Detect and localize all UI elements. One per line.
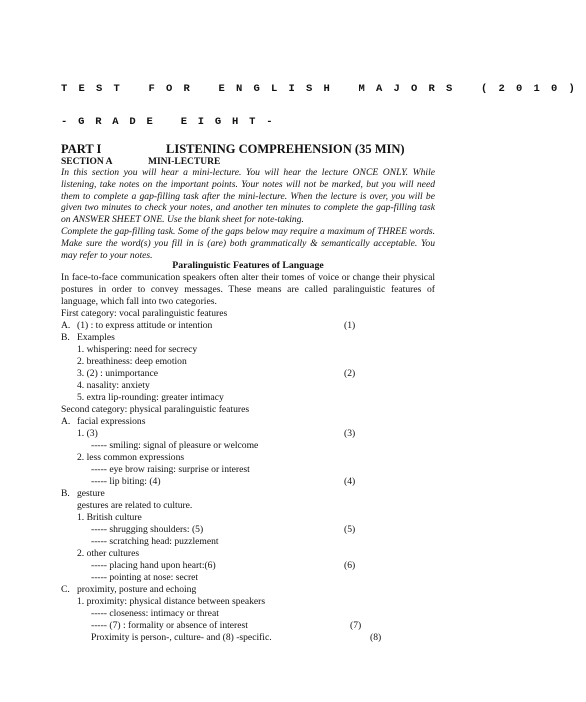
gap-number-1: (1)	[344, 320, 356, 331]
proximity-1c: Proximity is person-, culture- and (8) -specific.	[91, 632, 272, 643]
instructions-paragraph-1: In this section you will hear a mini-lecture. You will hear the lecture ONCE ONLY. While listening, take notes on the important points. Your notes will not be marked, but you will need them to complete a gap-filling task after the mini-lecture. When the lecture is over, you will be given two minutes to check your notes, and another ten minutes to complete the gap-filling task on ANSWER SHEET ONE. Use the blank sheet for note-taking.	[61, 167, 435, 226]
gesture-1a: ----- shrugging shoulders: (5)	[91, 524, 204, 535]
facial-2a: ----- eye brow raising: surprise or interest	[91, 464, 250, 475]
proximity-1a: ----- closeness: intimacy or threat	[91, 608, 219, 619]
gesture-1: 1. British culture	[77, 512, 142, 523]
item-gesture-text: gesture	[77, 488, 105, 499]
gesture-intro: gestures are related to culture.	[77, 500, 193, 511]
gap-number-7: (7)	[350, 620, 362, 631]
gesture-2a: ----- placing hand upon heart:(6)	[91, 560, 216, 571]
gap-number-4: (4)	[344, 476, 356, 487]
gap-number-8: (8)	[370, 632, 382, 643]
item-proximity-label: C.	[61, 584, 70, 595]
part-title: LISTENING COMPREHENSION (35 MIN)	[166, 142, 405, 156]
gesture-2: 2. other cultures	[77, 548, 140, 559]
item-proximity-text: proximity, posture and echoing	[77, 584, 197, 595]
item-facial-label: A.	[61, 416, 71, 427]
facial-2b: ----- lip biting: (4)	[91, 476, 161, 487]
lecture-title: Paralinguistic Features of Language	[172, 260, 324, 271]
example-2: 2. breathiness: deep emotion	[77, 356, 187, 367]
item-b-label: B.	[61, 332, 70, 343]
part-label: PART I	[61, 142, 102, 156]
example-4: 4. nasality: anxiety	[77, 380, 150, 391]
gap-number-2: (2)	[344, 368, 356, 379]
facial-2: 2. less common expressions	[77, 452, 185, 463]
item-gesture-label: B.	[61, 488, 70, 499]
gap-number-3: (3)	[344, 428, 356, 439]
example-5: 5. extra lip-rounding: greater intimacy	[77, 392, 224, 403]
lecture-intro: In face-to-face communication speakers often alter their tomes of voice or change their physical postures in order to convey messages. These means are called paralinguistic features of language, which fall into two categories.	[61, 272, 435, 307]
example-3: 3. (2) : unimportance	[77, 368, 158, 379]
proximity-1b: ----- (7) : formality or absence of interest	[91, 620, 248, 631]
gap-number-6: (6)	[344, 560, 356, 571]
item-b-text: Examples	[77, 332, 115, 343]
section-label: SECTION A	[61, 157, 113, 167]
gesture-1b: ----- scratching head: puzzlement	[91, 536, 219, 547]
exam-title: TEST FOR ENGLISH MAJORS (2010)	[61, 83, 586, 95]
example-1: 1. whispering: need for secrecy	[77, 344, 198, 355]
instructions-paragraph-2: Complete the gap-filling task. Some of the gaps below may require a maximum of THREE words. Make sure the word(s) you fill in is (are) both grammatically & semantically acceptable. You may refer to your notes.	[61, 226, 435, 261]
item-facial-text: facial expressions	[77, 416, 146, 427]
proximity-1: 1. proximity: physical distance between speakers	[77, 596, 266, 607]
category-1-heading: First category: vocal paralinguistic features	[61, 308, 228, 319]
gap-number-5: (5)	[344, 524, 356, 535]
section-title: MINI-LECTURE	[148, 157, 221, 167]
gesture-2b: ----- pointing at nose: secret	[91, 572, 199, 583]
grade-title: -GRADE EIGHT-	[61, 116, 284, 128]
item-a-text: (1) : to express attitude or intention	[77, 320, 213, 331]
facial-1: 1. (3)	[77, 428, 98, 439]
facial-1a: ----- smiling: signal of pleasure or welcome	[91, 440, 259, 451]
category-2-heading: Second category: physical paralinguistic features	[61, 404, 250, 415]
item-a-label: A.	[61, 320, 71, 331]
